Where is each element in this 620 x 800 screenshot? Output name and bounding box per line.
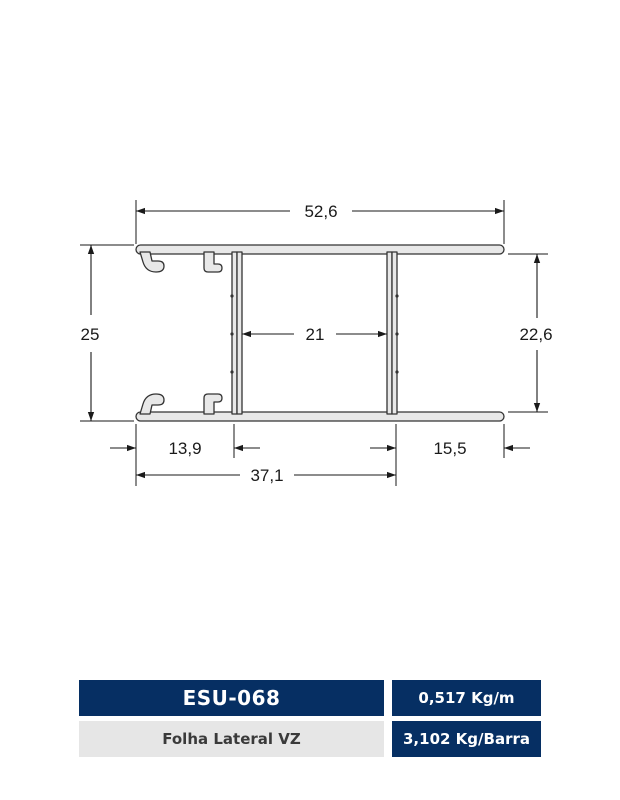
top-flange: [136, 245, 504, 254]
dim-label-inner-height: 22,6: [519, 325, 553, 344]
bottom-flange: [136, 412, 504, 421]
dim-label-chamber-width: 21: [305, 325, 325, 344]
bottom-left-hook: [140, 394, 164, 414]
profile-name: Folha Lateral VZ: [79, 721, 384, 757]
dim-label-right-offset: 15,5: [433, 439, 467, 458]
top-left-clip: [204, 252, 222, 272]
dim-label-partial-width: 37,1: [250, 466, 284, 485]
weight-per-bar: 3,102 Kg/Barra: [392, 721, 541, 757]
dim-label-left-offset: 13,9: [168, 439, 202, 458]
left-web-inner: [237, 252, 242, 414]
weight-per-meter: 0,517 Kg/m: [392, 680, 541, 716]
profile-code: ESU-068: [79, 680, 384, 716]
bottom-left-clip: [204, 394, 222, 414]
right-web-left: [387, 252, 392, 414]
dim-label-total-width: 52,6: [304, 202, 338, 221]
top-left-hook: [140, 252, 164, 272]
dim-label-total-height: 25: [80, 325, 100, 344]
